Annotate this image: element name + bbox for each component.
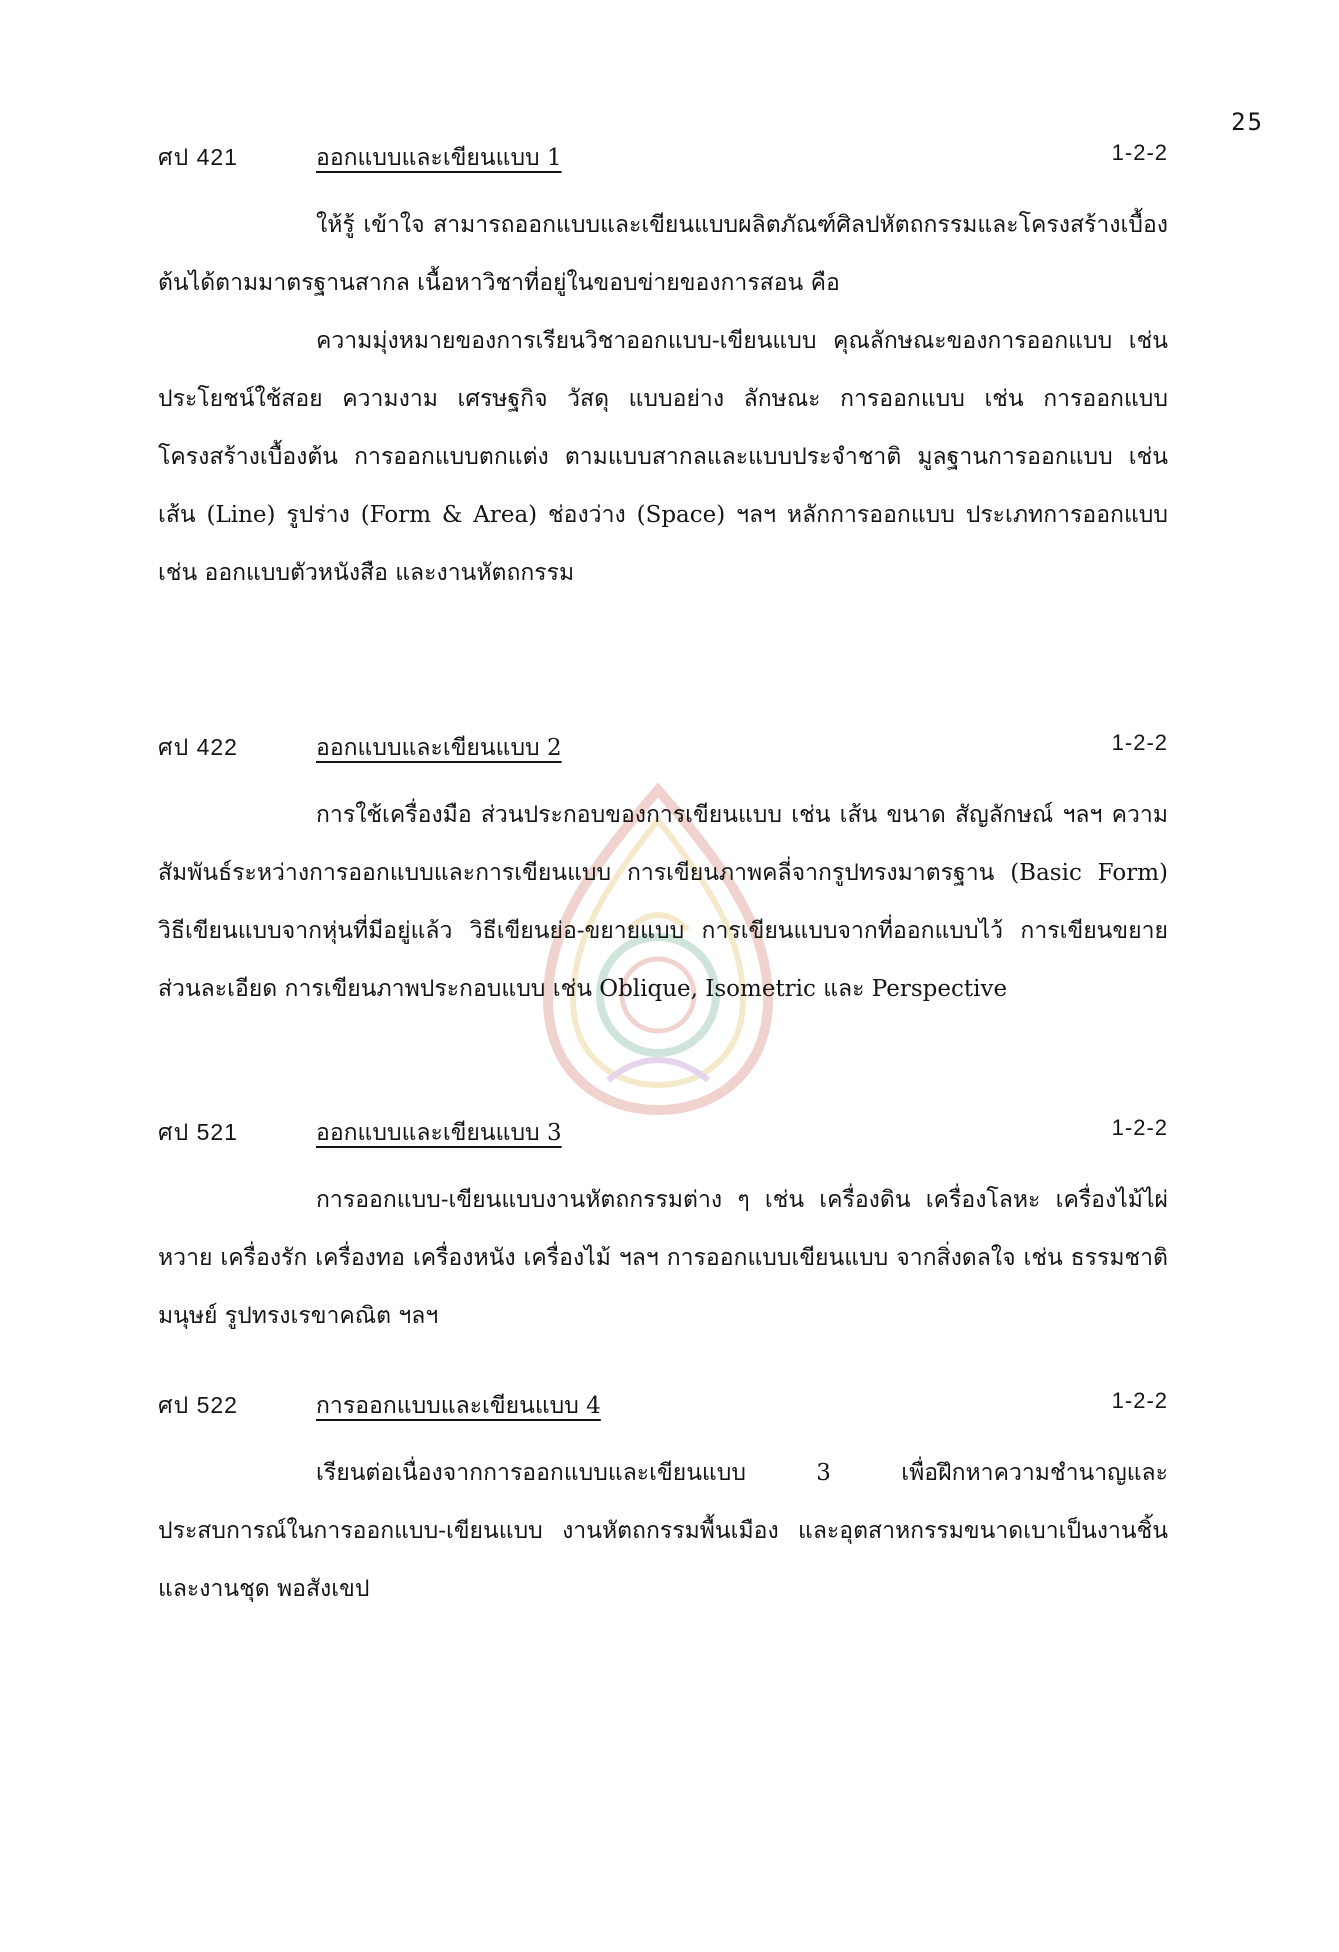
course-title: ออกแบบและเขียนแบบ 1 — [316, 145, 562, 171]
course-code: ศป 421 — [158, 144, 238, 170]
course-credits: 1-2-2 — [1111, 140, 1168, 165]
course-entry — [158, 140, 1198, 602]
description-paragraph: การใช้เครื่องมือ ส่วนประกอบของการเขียนแบบ เช่น เส้น ขนาด สัญลักษณ์ ฯลฯ ความสัมพันธ์ระหว่างการออกแบบและการเขียนแบบ การเขียนภาพคลี่จากรูปทรงมาตรฐาน (Basic Form) วิธีเขียนแบบจากหุ่นที่มีอยู่แล้ว วิธีเขียนย่อ-ขยายแบบ การเขียนแบบจากที่ออกแบบไว้ การเขียนขยายส่วนละเอียด การเขียนภาพประกอบแบบ เช่น Oblique, Isometric และ Perspective — [158, 802, 1168, 1002]
course-title: ออกแบบและเขียนแบบ 3 — [316, 1120, 562, 1146]
course-entry — [158, 1115, 1198, 1345]
course-credits: 1-2-2 — [1111, 1115, 1168, 1140]
page-number: 25 — [1231, 108, 1264, 136]
course-code: ศป 521 — [158, 1119, 238, 1145]
course-credits: 1-2-2 — [1111, 1388, 1168, 1413]
course-entry — [158, 730, 1198, 1018]
course-credits: 1-2-2 — [1111, 730, 1168, 755]
description-paragraph: ความมุ่งหมายของการเรียนวิชาออกแบบ-เขียนแบบ คุณลักษณะของการออกแบบ เช่น ประโยชน์ใช้สอย ความงาม เศรษฐกิจ วัสดุ แบบอย่าง ลักษณะ การออกแบบ เช่น การออกแบบโครงสร้างเบื้องต้น การออกแบบตกแต่ง ตามแบบสากลและแบบประจำชาติ มูลฐานการออกแบบ เช่น เส้น (Line) รูปร่าง (Form & Area) ช่องว่าง (Space) ฯลฯ หลักการออกแบบ ประเภทการออกแบบ เช่น ออกแบบตัวหนังสือ และงานหัตถกรรม — [158, 328, 1168, 586]
course-header — [158, 730, 1198, 770]
course-description — [158, 1444, 1168, 1618]
description-paragraph: การออกแบบ-เขียนแบบงานหัตถกรรมต่าง ๆ เช่น เครื่องดิน เครื่องโลหะ เครื่องไม้ไผ่ หวาย เครื่องรัก เครื่องทอ เครื่องหนัง เครื่องไม้ ฯลฯ การออกแบบเขียนแบบ จากสิ่งดลใจ เช่น ธรรมชาติ มนุษย์ รูปทรงเรขาคณิต ฯลฯ — [158, 1187, 1168, 1329]
course-code: ศป 422 — [158, 734, 238, 760]
course-description — [158, 196, 1168, 602]
course-description — [158, 1171, 1168, 1345]
course-header — [158, 1388, 1198, 1428]
course-header — [158, 1115, 1198, 1155]
course-description — [158, 786, 1168, 1018]
course-code: ศป 522 — [158, 1392, 238, 1418]
course-header — [158, 140, 1198, 180]
course-title: ออกแบบและเขียนแบบ 2 — [316, 735, 562, 761]
description-paragraph: ให้รู้ เข้าใจ สามารถออกแบบและเขียนแบบผลิตภัณฑ์ศิลปหัตถกรรมและโครงสร้างเบื้องต้นได้ตามมาตรฐานสากล เนื้อหาวิชาที่อยู่ในขอบข่ายของการสอน คือ — [158, 212, 1168, 296]
course-entry — [158, 1388, 1198, 1618]
description-paragraph: เรียนต่อเนื่องจากการออกแบบและเขียนแบบ 3 เพื่อฝึกหาความชำนาญและประสบการณ์ในการออกแบบ-เขียนแบบ งานหัตถกรรมพื้นเมือง และอุตสาหกรรมขนาดเบาเป็นงานชิ้นและงานชุด พอสังเขป — [158, 1460, 1168, 1602]
course-title: การออกแบบและเขียนแบบ 4 — [316, 1393, 601, 1419]
